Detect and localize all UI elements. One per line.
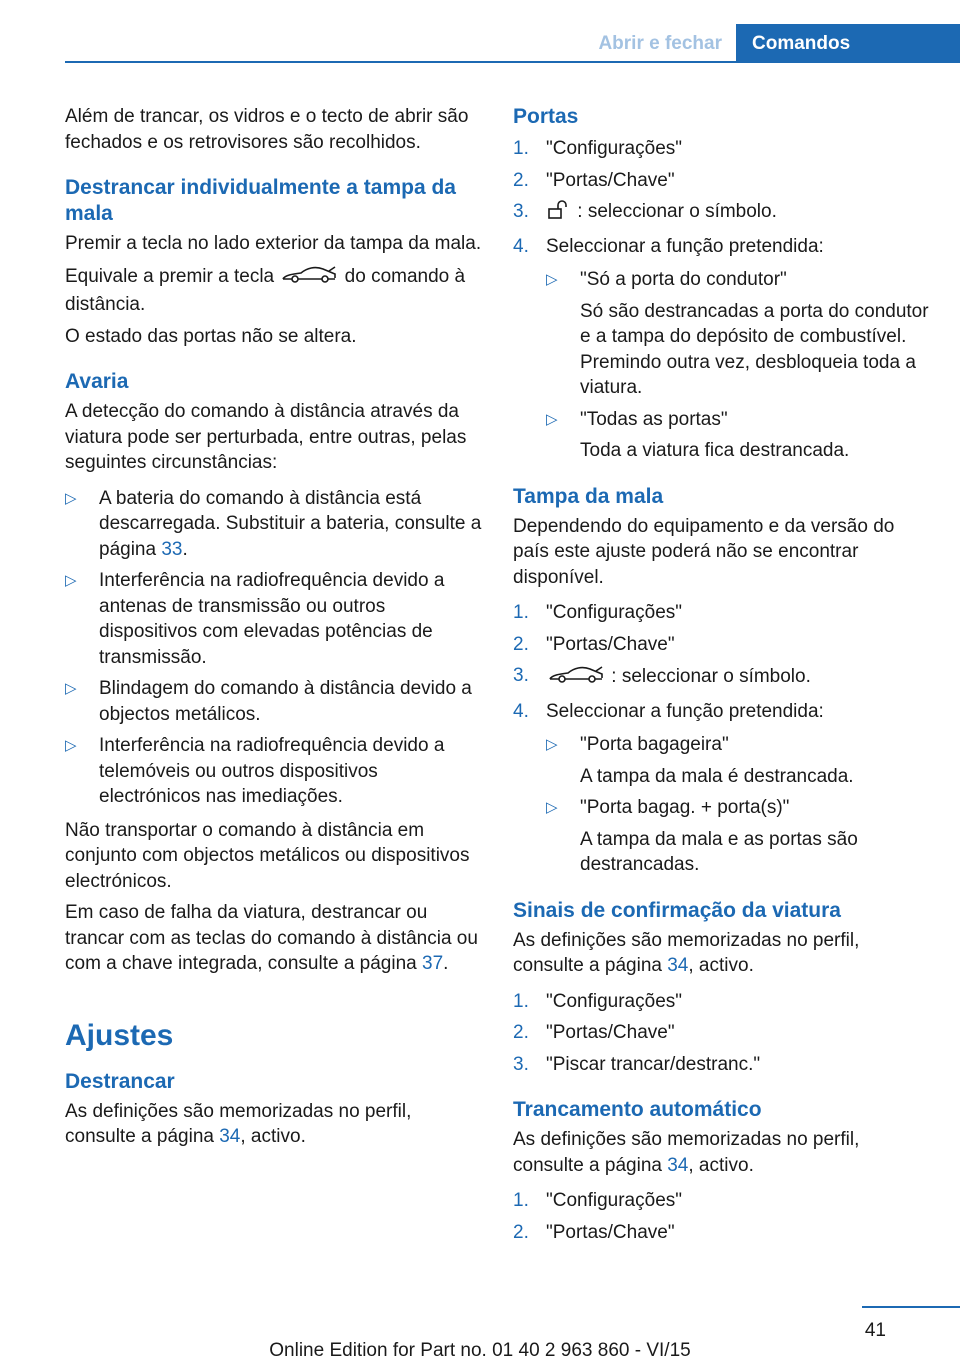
- unlock-trunk-p2-after: do comando à distância.: [65, 265, 466, 315]
- car-trunk-icon: [546, 663, 606, 693]
- step-text: "Configurações": [546, 602, 683, 623]
- unlocked-padlock-icon: [546, 200, 572, 228]
- autolock-text: [513, 1127, 933, 1178]
- step-text: "Portas/Chave": [546, 169, 675, 191]
- list-item: [513, 632, 933, 658]
- list-item-text: A bateria do comando à distância está descarregada. Substituir a bateria, consulte a página: [99, 487, 482, 560]
- heading-doors: Portas: [513, 105, 579, 128]
- list-item: [546, 732, 933, 789]
- list-item-punct: .: [182, 538, 188, 560]
- left-column: [65, 104, 483, 1156]
- page-link[interactable]: 33: [161, 538, 183, 560]
- list-item: [546, 407, 933, 464]
- option-label: "Todas as portas": [580, 408, 728, 430]
- option-desc: A tampa da mala e as portas são destrancadas.: [580, 828, 858, 875]
- step-number: 3.: [513, 201, 529, 222]
- doors-steps: [513, 136, 933, 464]
- step-number: 3.: [513, 1053, 529, 1075]
- fault-intro: A detecção do comando à distância através da viatura pode ser perturbada, entre outras, pelas seguintes circunstâncias:: [65, 401, 467, 473]
- autolock-text-after: , activo.: [688, 1154, 754, 1176]
- triangle-bullet-icon: ▷: [65, 572, 77, 589]
- step-number: 1.: [513, 1190, 529, 1211]
- heading-confirm: Sinais de confirmação da viatura: [513, 898, 841, 922]
- step-number: 4.: [513, 700, 529, 722]
- step-number: 2.: [513, 1221, 529, 1243]
- list-item: [546, 795, 933, 878]
- step-number: 1.: [513, 602, 529, 623]
- list-item: [513, 136, 933, 162]
- unlock-text-body: As definições são memorizadas no perfil, consulte a página: [65, 1100, 412, 1147]
- list-item: [513, 1188, 933, 1214]
- step-text: : seleccionar o símbolo.: [577, 201, 777, 222]
- autolock-steps: [513, 1188, 933, 1245]
- step-text: Seleccionar a função pretendida:: [546, 235, 824, 257]
- unlock-trunk-p2: [65, 263, 483, 318]
- step-text: "Portas/Chave": [546, 633, 675, 655]
- section-tab[interactable]: Abrir e fechar: [598, 33, 722, 54]
- doors-options: [546, 267, 933, 464]
- list-item: [513, 1052, 933, 1078]
- list-item-text: Blindagem do comando à distância devido a objectos metálicos.: [99, 678, 472, 725]
- list-item: [65, 568, 483, 670]
- list-item: [546, 267, 933, 401]
- edition-footer: Online Edition for Part no. 01 40 2 963 860 - VI/15: [269, 1340, 691, 1361]
- triangle-bullet-icon: ▷: [546, 736, 558, 753]
- step-number: 2.: [513, 633, 529, 655]
- list-item: [513, 989, 933, 1015]
- unlock-trunk-p1: Premir a tecla no lado exterior da tampa da mala.: [65, 233, 482, 254]
- trunk-options: [546, 732, 933, 878]
- unlock-trunk-p3: O estado das portas não se altera.: [65, 325, 357, 347]
- page-link[interactable]: 34: [667, 1154, 689, 1176]
- page-link[interactable]: 34: [219, 1126, 241, 1147]
- step-text: "Piscar trancar/destranc.": [546, 1053, 761, 1075]
- option-desc: Só são destrancadas a porta do condutor e a tampa do depósito de combustível. Premindo outra vez, desbloqueia toda a viatura.: [580, 300, 929, 398]
- right-column: [513, 104, 933, 1253]
- step-number: 1.: [513, 990, 529, 1012]
- trunk-intro: Dependendo do equipamento e da versão do país este ajuste poderá não se encontrar disponível.: [513, 515, 895, 588]
- list-item: [513, 600, 933, 626]
- list-item: [513, 1020, 933, 1046]
- page-link[interactable]: 37: [422, 953, 444, 974]
- car-trunk-icon: [279, 263, 339, 293]
- confirm-text-after: , activo.: [688, 955, 754, 976]
- list-item: [513, 199, 933, 228]
- triangle-bullet-icon: ▷: [65, 489, 77, 507]
- step-text: : seleccionar o símbolo.: [611, 666, 811, 687]
- unlock-trunk-p2-before: Equivale a premir a tecla: [65, 265, 275, 287]
- list-item: [65, 676, 483, 727]
- triangle-bullet-icon: ▷: [546, 271, 558, 288]
- confirm-text-body: As definições são memorizadas no perfil, consulte a página: [513, 929, 860, 976]
- triangle-bullet-icon: ▷: [546, 799, 558, 816]
- step-text: "Portas/Chave": [546, 1022, 675, 1043]
- triangle-bullet-icon: ▷: [65, 737, 77, 754]
- step-number: 4.: [513, 235, 529, 257]
- list-item-text: Interferência na radiofrequência devido a telemóveis ou outros dispositivos electrónicos nas imediações.: [99, 735, 445, 807]
- option-label: "Porta bagageira": [580, 734, 729, 755]
- step-number: 2.: [513, 1022, 529, 1043]
- list-item: [513, 699, 933, 878]
- fault-failure-note: [65, 900, 483, 977]
- heading-autolock: Trancamento automático: [513, 1098, 762, 1121]
- unlock-text: [65, 1099, 483, 1150]
- page-link[interactable]: 34: [667, 955, 689, 976]
- option-label: "Porta bagag. + porta(s)": [580, 797, 790, 818]
- list-item: [513, 234, 933, 464]
- failure-text: Em caso de falha da viatura, destrancar ou trancar com as teclas do comando à distância ou com a chave integrada, consulte a página: [65, 902, 478, 974]
- step-number: 2.: [513, 169, 529, 191]
- step-text: "Portas/Chave": [546, 1221, 675, 1243]
- triangle-bullet-icon: ▷: [65, 680, 77, 697]
- trunk-steps: [513, 600, 933, 878]
- heading-unlock-trunk: Destrancar individualmente a tampa da mala: [65, 176, 456, 225]
- step-text: "Configurações": [546, 138, 683, 159]
- failure-punct: .: [443, 953, 449, 974]
- fault-transport-note: Não transportar o comando à distância em conjunto com objectos metálicos ou dispositivos electrónicos.: [65, 819, 470, 892]
- confirm-steps: [513, 989, 933, 1078]
- option-desc: Toda a viatura fica destrancada.: [580, 440, 850, 461]
- heading-trunk: Tampa da mala: [513, 484, 664, 508]
- unlock-text-after: , activo.: [240, 1126, 306, 1147]
- heading-fault: Avaria: [65, 370, 129, 393]
- confirm-text: [513, 928, 933, 979]
- option-desc: A tampa da mala é destrancada.: [580, 765, 854, 787]
- option-label: "Só a porta do condutor": [580, 269, 787, 290]
- active-chapter-tab[interactable]: Comandos: [736, 24, 960, 63]
- footer-rule: [862, 1306, 960, 1308]
- list-item: [513, 168, 933, 194]
- step-number: 1.: [513, 138, 529, 159]
- fault-list: [65, 486, 483, 810]
- heading-unlock: Destrancar: [65, 1069, 175, 1093]
- list-item: [513, 1220, 933, 1246]
- page-number: 41: [864, 1320, 886, 1341]
- list-item: [513, 663, 933, 693]
- step-text: "Configurações": [546, 990, 683, 1012]
- step-number: 3.: [513, 665, 529, 686]
- autolock-text-body: As definições são memorizadas no perfil, consulte a página: [513, 1129, 860, 1176]
- heading-settings: Ajustes: [65, 1018, 174, 1052]
- intro-paragraph: Além de trancar, os vidros e o tecto de abrir são fechados e os retrovisores são recolhidos.: [65, 106, 469, 153]
- list-item: [65, 486, 483, 563]
- step-text: Seleccionar a função pretendida:: [546, 700, 824, 722]
- list-item: [65, 733, 483, 810]
- step-text: "Configurações": [546, 1190, 683, 1211]
- triangle-bullet-icon: ▷: [546, 410, 558, 428]
- list-item-text: Interferência na radiofrequência devido a antenas de transmissão ou outros dispositivos com elevadas potências de transmissão.: [99, 570, 445, 668]
